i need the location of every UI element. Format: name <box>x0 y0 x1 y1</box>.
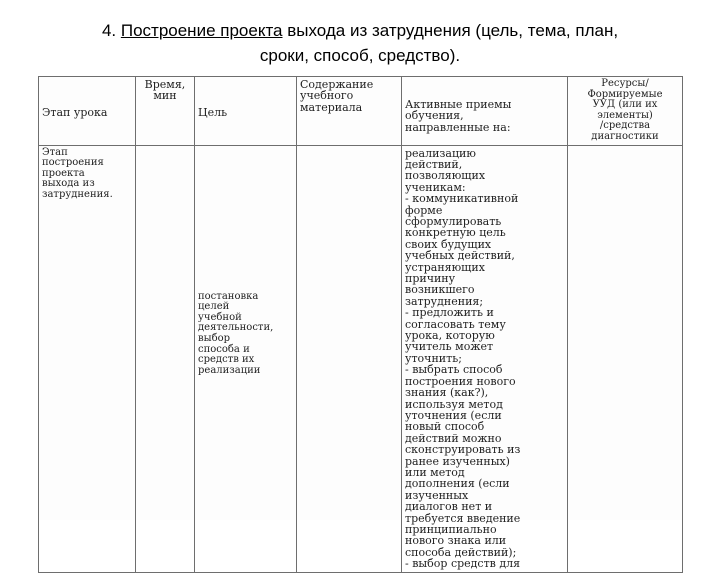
cell-methods <box>402 145 568 572</box>
table-row <box>39 145 683 572</box>
slide-heading <box>0 18 720 68</box>
lesson-table <box>38 76 683 573</box>
header-cell-resources <box>568 77 683 146</box>
header-time-label: Время, мин <box>144 78 186 103</box>
header-content-label: Содержание учебного материала <box>300 78 374 114</box>
cell-stage <box>39 145 136 572</box>
header-cell-stage <box>39 77 136 146</box>
table-header-row <box>39 77 683 146</box>
heading-emphasis: Построение проекта <box>120 21 283 40</box>
cell-time <box>136 145 195 572</box>
header-cell-content <box>297 77 402 146</box>
heading-line-1 <box>0 18 720 43</box>
header-methods-label: Активные приемы обучения, направленные на: <box>405 98 512 134</box>
heading-line-2: сроки, способ, средство). <box>259 46 461 65</box>
stage-text: Этап построения проекта выхода из затруднения. <box>42 146 113 200</box>
heading-number: 4. <box>101 21 117 40</box>
header-cell-goal <box>195 77 297 146</box>
methods-text: реализацию действий, позволяющих ученикам: - коммуникативной форме сформулировать конкретную цель своих будущих учебных действий, устраняющих причину возникшего затруднения; - предложить и согласовать тему урока, которую учитель может уточнить; - выбрать способ построения нового знания (как?), используя метод уточнения (если новый способ действий можно сконструировать из ранее изученных) или метод дополнения (если изученных диалогов нет и требуется введение принципиально нового знака или способа действий); - выбор средств для <box>405 146 521 571</box>
goal-text: постановка целей учебной деятельности, выбор способа и средств их реализации <box>198 290 274 376</box>
scanned-table-image <box>38 76 682 571</box>
header-resources-label: Ресурсы/ Формируемые УУД (или их элементы) /средства диагностики <box>587 78 663 142</box>
cell-goal <box>195 145 297 572</box>
cell-content <box>297 145 402 572</box>
header-cell-time <box>136 77 195 146</box>
header-stage-label: Этап урока <box>42 106 108 119</box>
header-cell-methods <box>402 77 568 146</box>
heading-rest: выхода из затруднения (цель, тема, план, <box>282 21 619 40</box>
cell-resources <box>568 145 683 572</box>
header-goal-label: Цель <box>198 106 228 119</box>
